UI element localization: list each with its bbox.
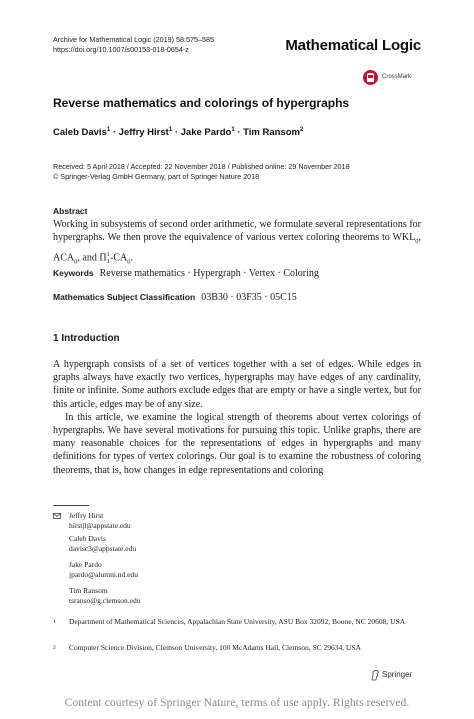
abstract-text: Working in subsystems of second order arithmetic, we formulate several representations for hypergraphs. We then prove the equivalence of various vertex coloring theorems to $WKL_0$, $ACA_0$, and $\Pi^1_1-CA_0$. — [53, 219, 421, 266]
contact-email[interactable]: hirstjl@appstate.edu — [69, 521, 131, 530]
author-separator: · — [112, 127, 117, 139]
crossmark-label: CrossMark — [382, 74, 412, 80]
msc-classification — [53, 292, 297, 303]
paragraph: In this article, we examine the logical strength of theorems about vertex colorings of hypergraphs. We have several motivations for pursuing this topic. Unlike graphs, there are many reasonable choices for the representations of edges in hypergraphs and many definitions for types of vertex colorings. Our goal is to examine the robustness of coloring theorems, that is, how changes in edge representations and coloring — [53, 411, 421, 476]
contact-name: Tim Ransom — [69, 586, 108, 595]
contact-email[interactable]: jpardo@alumni.nd.edu — [69, 570, 138, 579]
crossmark-icon — [363, 70, 378, 85]
author-name[interactable]: Jeffry Hirst — [118, 127, 169, 139]
section-heading: 1 Introduction — [53, 333, 120, 344]
contact-name: Caleb Davis — [69, 534, 106, 543]
envelope-icon — [53, 513, 61, 519]
history-dates: Received: 5 April 2018 / Accepted: 22 November 2018 / Published online: 29 November 2018 — [53, 162, 350, 171]
springer-horse-icon — [370, 669, 380, 681]
msc-codes: 03B30 · 03F35 · 05C15 — [201, 292, 297, 303]
contact-name: Jake Pardo — [69, 560, 102, 569]
affiliation-mark: 1 — [168, 127, 173, 133]
doi-link[interactable]: https://doi.org/10.1007/s00153-018-0654-z — [53, 45, 189, 54]
footnote-mark: 2 — [53, 645, 56, 651]
affiliation-mark: 1 — [106, 127, 111, 133]
copyright-line: © Springer-Verlag GmbH Germany, part of Springer Nature 2018 — [53, 172, 260, 181]
author-name[interactable]: Caleb Davis — [53, 127, 107, 139]
article-title: Reverse mathematics and colorings of hypergraphs — [53, 96, 350, 110]
contact-name: Jeffry Hirst — [69, 511, 104, 520]
journal-citation: Archive for Mathematical Logic (2019) 58:575–585 — [53, 35, 215, 44]
contact-email[interactable]: tsranso@g.clemson.edu — [69, 596, 141, 605]
affiliation-mark: 2 — [299, 127, 304, 133]
author-name[interactable]: Tim Ransom — [243, 127, 300, 139]
affiliation-mark: 1 — [231, 127, 235, 133]
contact-entry — [69, 511, 131, 531]
author-separator: · — [237, 127, 241, 139]
courtesy-notice: Content courtesy of Springer Nature, terms of use apply. Rights reserved. — [64, 697, 410, 709]
author-list — [53, 127, 303, 138]
publisher-name: Springer — [382, 670, 413, 679]
keywords-text: Reverse mathematics · Hypergraph · Vertex · Coloring — [99, 268, 319, 279]
contact-entry — [69, 586, 140, 606]
paragraph: A hypergraph consists of a set of vertices together with a set of edges. While edges in graphs always have exactly two vertices, hypergraphs may have edges of any cardinality, finite or infinite. Some authors exclude edges that are empty or have a single vertex, but for this article, edges may be of any size. — [53, 359, 421, 410]
footnote-text: Department of Mathematical Sciences, Appalachian State University, ASU Box 32092, Boone, NC 20608, USA — [69, 617, 406, 626]
author-separator: · — [174, 127, 178, 139]
footnote-mark: 1 — [53, 619, 56, 625]
journal-header — [53, 35, 421, 55]
footnote-divider — [53, 505, 89, 506]
contact-email[interactable]: davisc3@appstate.edu — [69, 544, 137, 553]
abstract-heading: Abstract — [53, 206, 88, 216]
crossmark-badge[interactable] — [363, 70, 423, 88]
journal-name: Mathematical Logic — [285, 37, 421, 54]
contact-entry — [69, 560, 138, 580]
footnote-text: Computer Science Division, Clemson University, 100 McAdams Hall, Clemson, SC 29634, USA — [69, 643, 361, 652]
keywords-heading: Keywords — [53, 268, 94, 278]
introduction-body — [53, 358, 421, 477]
author-name[interactable]: Jake Pardo — [180, 127, 232, 139]
keywords — [53, 268, 319, 279]
msc-heading: Mathematics Subject Classification — [53, 292, 196, 302]
contact-entry — [69, 534, 136, 554]
publication-dates — [53, 162, 423, 182]
